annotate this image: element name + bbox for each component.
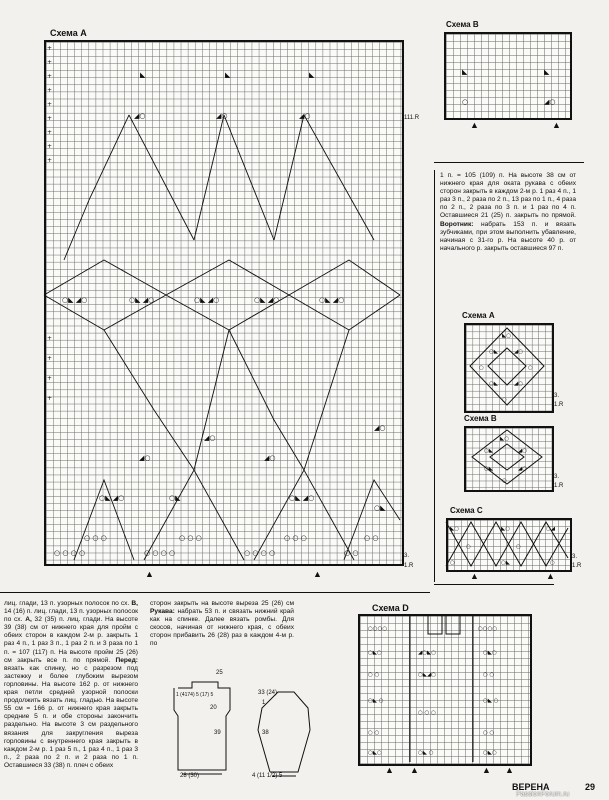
left-intro: лиц. глади, 13 п. узорных полосок по сх. bbox=[4, 600, 130, 607]
back-width-dim: 1 (4174) 5 (17) 5 bbox=[176, 692, 214, 698]
svg-text:◢○: ◢○ bbox=[514, 381, 524, 387]
repeat-arrow-1: ▲ bbox=[145, 569, 154, 579]
back-top-dim: 25 bbox=[216, 670, 223, 676]
svg-text:◢○: ◢○ bbox=[374, 424, 386, 432]
svg-text:◢○: ◢○ bbox=[264, 454, 276, 462]
svg-text:○◣ ○: ○◣ ○ bbox=[418, 750, 434, 756]
svg-text:◣: ◣ bbox=[140, 71, 146, 79]
column-divider bbox=[434, 170, 435, 582]
right-bottom-divider bbox=[434, 584, 554, 585]
svg-text:○◣: ○◣ bbox=[484, 466, 494, 472]
front-title: Перед: bbox=[115, 656, 138, 664]
scheme-b-small-row-1: 1.R bbox=[554, 483, 564, 489]
svg-text:◣○: ◣○ bbox=[502, 333, 512, 339]
svg-text:○ ○: ○ ○ bbox=[368, 672, 380, 678]
svg-text:○◣ ◢○: ○◣ ◢○ bbox=[194, 296, 220, 304]
svg-text:○◣ ◢○: ○◣ ◢○ bbox=[99, 494, 125, 502]
svg-text:○: ○ bbox=[516, 544, 521, 550]
scheme-d-arrow-2: ▲ bbox=[410, 765, 419, 775]
sleeve-top-dim: 33 (24) bbox=[258, 690, 278, 696]
sleeve-bottom-dim: 4 (11 1/2) 5 bbox=[252, 773, 283, 779]
svg-text:◢○: ◢○ bbox=[544, 98, 556, 106]
scheme-d-arrow-4: ▲ bbox=[505, 765, 514, 775]
sleeve-mid-dim: 38 bbox=[262, 730, 269, 736]
scheme-b-small-pattern bbox=[464, 426, 550, 488]
scheme-b-top-arrow-1: ▲ bbox=[470, 120, 479, 130]
svg-text:◢○: ◢○ bbox=[216, 112, 228, 120]
svg-text:○◣◢○: ○◣◢○ bbox=[418, 672, 437, 678]
collar-title: Воротник: bbox=[440, 220, 474, 228]
svg-text:○◣○: ○◣○ bbox=[483, 650, 497, 656]
svg-text:◣: ◣ bbox=[544, 68, 550, 76]
scheme-a-large-title: Схема А bbox=[50, 28, 87, 38]
scheme-d-arrow-1: ▲ bbox=[385, 765, 394, 775]
svg-text:○◣ ◢○: ○◣ ◢○ bbox=[289, 494, 315, 502]
svg-text:○: ○ bbox=[502, 397, 507, 403]
scheme-d-arrow-3: ▲ bbox=[482, 765, 491, 775]
svg-text:+: + bbox=[47, 115, 53, 122]
left-b-rest: 14 (16) п. лиц. глади, 13 п. узорных полосок по сх. bbox=[4, 608, 138, 624]
right-text-block bbox=[440, 172, 576, 253]
svg-text:+: + bbox=[47, 143, 53, 150]
svg-text:+: + bbox=[47, 101, 53, 108]
svg-text:○◣: ○◣ bbox=[374, 504, 386, 512]
left-a-rest: 32 (35) п. лиц. глади. На высоте 39 (38) см от нижнего края для пройм с обеих сторон в каждом 2-м р. закрыть 1 раз 4 п., 1 раз 3 п., 1 раз 2 п. и 3 раза по 1 п. = 107 (117) п. На высоте пройм 25 (26) см закрыть все п. по прямой. bbox=[4, 616, 138, 664]
scheme-b-small-row-3: 3. bbox=[554, 474, 560, 480]
svg-text:◢○: ◢○ bbox=[204, 434, 216, 442]
svg-text:○ ○: ○ ○ bbox=[483, 730, 495, 736]
mid-start: сторон закрыть на высоте выреза 25 (26) см bbox=[150, 600, 294, 607]
right-top-divider bbox=[434, 162, 584, 163]
scheme-a-small-title: Схема А bbox=[462, 311, 495, 320]
left-a-label: А, bbox=[25, 616, 32, 624]
scheme-a-small-row-3: 3. bbox=[554, 393, 560, 399]
svg-text:○◣○: ○◣○ bbox=[368, 650, 382, 656]
svg-text:○◣ ◢○: ○◣ ◢○ bbox=[254, 296, 280, 304]
svg-text:+: + bbox=[47, 129, 53, 136]
svg-text:○ ○ ○: ○ ○ ○ bbox=[418, 710, 436, 716]
svg-text:○◣○: ○◣○ bbox=[368, 750, 382, 756]
svg-text:◣: ◣ bbox=[309, 71, 315, 79]
scheme-a-large-row-1: 1.R bbox=[404, 563, 414, 569]
svg-text:○: ○ bbox=[479, 365, 484, 371]
svg-text:○: ○ bbox=[462, 98, 469, 106]
scheme-b-top-pattern bbox=[444, 32, 568, 116]
svg-text:○ ○ ○: ○ ○ ○ bbox=[179, 534, 202, 542]
svg-text:◢○: ◢○ bbox=[139, 454, 151, 462]
svg-text:◣○: ◣○ bbox=[450, 526, 460, 532]
sleeve-side-dim: 1 bbox=[262, 700, 266, 706]
svg-text:○ ○: ○ ○ bbox=[364, 534, 379, 542]
svg-text:○◣ ○: ○◣ ○ bbox=[483, 698, 499, 704]
scheme-c-arrow-1: ▲ bbox=[470, 571, 479, 581]
scheme-c-arrow-2: ▲ bbox=[546, 571, 555, 581]
svg-text:◢○: ◢○ bbox=[514, 349, 524, 355]
svg-text:○◣: ○◣ bbox=[489, 349, 499, 355]
scheme-c-row-1: 1.R bbox=[572, 563, 582, 569]
scheme-a-small-row-1: 1.R bbox=[554, 402, 564, 408]
svg-text:○◣: ○◣ bbox=[484, 448, 494, 454]
scheme-d-pattern bbox=[358, 614, 528, 762]
svg-text:○○○○: ○○○○ bbox=[368, 626, 388, 632]
footer-page-number: 29 bbox=[585, 782, 596, 792]
svg-text:+: + bbox=[47, 335, 53, 342]
svg-text:◢○: ◢○ bbox=[518, 466, 528, 472]
svg-text:◣○: ◣○ bbox=[500, 436, 510, 442]
svg-text:○◣○: ○◣○ bbox=[483, 750, 497, 756]
svg-text:○: ○ bbox=[466, 544, 471, 550]
svg-text:+: + bbox=[47, 157, 53, 164]
svg-text:◢○: ◢○ bbox=[518, 448, 528, 454]
svg-text:○◣ ◢○: ○◣ ◢○ bbox=[62, 296, 88, 304]
svg-text:◣○: ◣○ bbox=[501, 526, 511, 532]
scheme-c-pattern bbox=[446, 518, 568, 568]
svg-text:○: ○ bbox=[550, 560, 555, 566]
back-side-dim: 20 bbox=[210, 705, 217, 711]
svg-text:○◣ ◢○: ○◣ ◢○ bbox=[319, 296, 345, 304]
svg-text:○: ○ bbox=[450, 560, 455, 566]
left-text-column bbox=[4, 600, 138, 770]
left-b-label: В, bbox=[131, 600, 138, 607]
svg-text:○ ○: ○ ○ bbox=[368, 730, 380, 736]
scheme-b-top-arrow-2: ▲ bbox=[552, 120, 561, 130]
left-bottom-divider bbox=[0, 592, 430, 593]
scheme-a-small-pattern bbox=[464, 323, 550, 409]
svg-text:○◣ ◢○: ○◣ ◢○ bbox=[129, 296, 155, 304]
right-text-p1: 1 п. = 105 (109) п. На высоте 38 см от нижнего края для оката рукава с обеих сторон закрыть в каждом 2-м р. 1 раз 4 п., 1 раз 3 п., 2 раза по 2 п., 13 раз по 1 п., 4 раза по 2 п., 2 раза по 3 п. и 1 раз по 4 п. Оставшиеся 21 (25) п. закрыть по прямой. bbox=[440, 172, 576, 220]
svg-text:○◣: ○◣ bbox=[489, 381, 499, 387]
svg-text:○◣: ○◣ bbox=[169, 494, 181, 502]
svg-text:○ ○ ○: ○ ○ ○ bbox=[284, 534, 307, 542]
svg-text:○ ○ ○ ○: ○ ○ ○ ○ bbox=[54, 549, 86, 557]
scheme-c-title: Схема С bbox=[450, 506, 483, 515]
scheme-a-large-row-111: 111.R bbox=[404, 115, 420, 121]
svg-text:○: ○ bbox=[528, 365, 533, 371]
svg-text:+: + bbox=[47, 395, 53, 402]
scheme-a-large-pattern bbox=[44, 40, 400, 562]
svg-text:○◢: ○◢ bbox=[546, 526, 556, 532]
footer-watermark: PassionForum.ru bbox=[516, 791, 570, 798]
svg-text:+: + bbox=[47, 45, 53, 52]
svg-text:◢○◣○: ◢○◣○ bbox=[418, 650, 437, 656]
svg-text:+: + bbox=[47, 375, 53, 382]
front-text: вязать как спинку, но с разрезом под застежку и более глубоким вырезом горловины. На высоте 162 р. от нижнего края петли средней узорной полоски продолжить вязать лиц. гладью. На высоте 55 см = 166 р. от нижнего края закрыть средние 5 п. и обе стороны закончить раздельно. На высоте 3 см раздельного вязания для закругления выреза горловины с внутреннего края закрыть в каждом 2-м р. 1 раз 5 п., 1 раз 4 п., 1 раз 3 п., 2 раза по 2 п. и 2 раза по 1 п. Оставшиеся 33 (38) п. плеч с обеих bbox=[4, 664, 138, 769]
scheme-c-row-3: 3. bbox=[572, 554, 578, 560]
svg-text:○◣: ○◣ bbox=[501, 560, 511, 566]
back-bottom-dim: 28 (30) bbox=[180, 773, 200, 779]
sleeves-title: Рукава: bbox=[150, 608, 175, 616]
svg-text:◢○: ◢○ bbox=[299, 112, 311, 120]
back-mid-dim: 39 bbox=[214, 730, 221, 736]
svg-text:○ ○ ○ ○: ○ ○ ○ ○ bbox=[244, 549, 276, 557]
svg-text:○○○○: ○○○○ bbox=[478, 626, 498, 632]
scheme-a-large-row-3: 3. bbox=[404, 553, 410, 559]
middle-text-column bbox=[150, 600, 294, 649]
svg-text:○ ○ ○ ○: ○ ○ ○ ○ bbox=[144, 549, 176, 557]
svg-text:◣: ◣ bbox=[225, 71, 231, 79]
svg-text:+: + bbox=[47, 355, 53, 362]
svg-text:+: + bbox=[47, 87, 53, 94]
scheme-b-top-title: Схема В bbox=[446, 20, 479, 29]
svg-text:○: ○ bbox=[502, 478, 507, 484]
svg-text:+: + bbox=[47, 59, 53, 66]
svg-text:+: + bbox=[47, 73, 53, 80]
footer-magazine: ВЕРЕНА bbox=[512, 782, 550, 792]
svg-text:○ ○ ○: ○ ○ ○ bbox=[84, 534, 107, 542]
scheme-d-title: Схема D bbox=[372, 603, 409, 613]
sleeves-text: набрать 53 п. и связать нижний край как на спинке. Далее вязать ромбы. Для скосов, начиная от нижнего края, с обеих сторон прибавить 26 (28) раз в каждом 4-м р. по bbox=[150, 608, 294, 648]
scheme-b-small-title: Схема В bbox=[464, 414, 497, 423]
svg-text:○◣ ○: ○◣ ○ bbox=[368, 698, 384, 704]
svg-text:○ ○: ○ ○ bbox=[344, 549, 359, 557]
repeat-arrow-2: ▲ bbox=[313, 569, 322, 579]
svg-text:○ ○: ○ ○ bbox=[483, 672, 495, 678]
svg-text:◣: ◣ bbox=[462, 68, 468, 76]
collar-text: набрать 153 п. и вязать зубчиками, при этом выполнить убавление, начиная с 31-го р. На высоте 40 р. от начального р. закрыть оставшиеся 97 п. bbox=[440, 220, 576, 252]
svg-text:◢○: ◢○ bbox=[134, 112, 146, 120]
